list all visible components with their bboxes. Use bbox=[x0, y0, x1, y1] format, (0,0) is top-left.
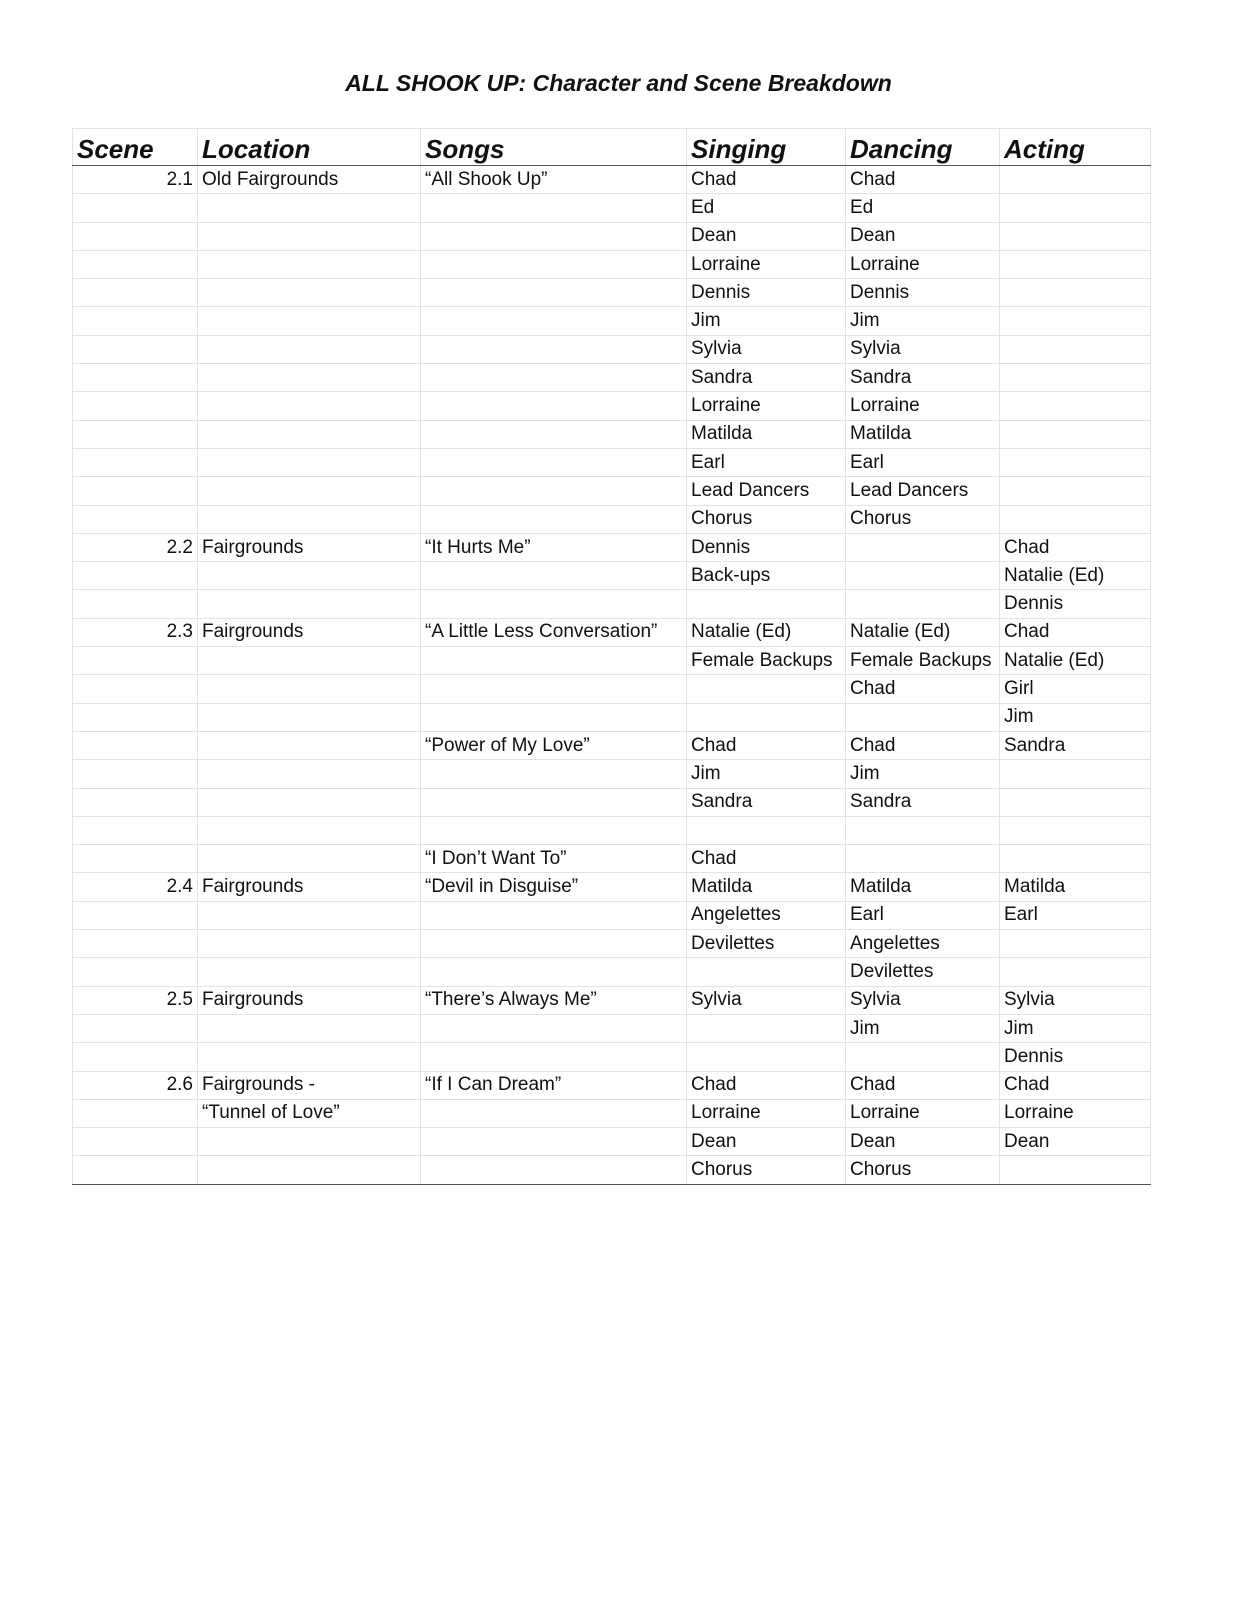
dancing-cell: Female Backups bbox=[846, 647, 1000, 675]
dancing-cell: Jim bbox=[846, 307, 1000, 335]
dancing-cell bbox=[846, 533, 1000, 561]
table-row bbox=[73, 448, 1151, 476]
singing-cell: Sylvia bbox=[687, 986, 846, 1014]
acting-cell bbox=[1000, 930, 1151, 958]
dancing-cell: Lead Dancers bbox=[846, 477, 1000, 505]
location-cell bbox=[198, 675, 421, 703]
scene-cell bbox=[73, 1014, 198, 1042]
location-cell bbox=[198, 1128, 421, 1156]
table-row bbox=[73, 307, 1151, 335]
location-cell bbox=[198, 901, 421, 929]
scene-cell bbox=[73, 901, 198, 929]
song-cell bbox=[421, 448, 687, 476]
location-cell bbox=[198, 364, 421, 392]
singing-cell: Matilda bbox=[687, 420, 846, 448]
song-cell bbox=[421, 1014, 687, 1042]
scene-cell: 2.4 bbox=[73, 873, 198, 901]
song-cell bbox=[421, 364, 687, 392]
song-cell: “I Don’t Want To” bbox=[421, 845, 687, 873]
singing-cell: Sandra bbox=[687, 788, 846, 816]
dancing-cell: Dennis bbox=[846, 279, 1000, 307]
scene-cell bbox=[73, 703, 198, 731]
location-cell bbox=[198, 958, 421, 986]
acting-cell bbox=[1000, 505, 1151, 533]
acting-cell: Dennis bbox=[1000, 590, 1151, 618]
acting-cell bbox=[1000, 816, 1151, 844]
song-cell bbox=[421, 816, 687, 844]
scene-cell: 2.1 bbox=[73, 166, 198, 194]
location-cell bbox=[198, 194, 421, 222]
scene-cell bbox=[73, 477, 198, 505]
acting-cell: Dennis bbox=[1000, 1043, 1151, 1071]
scene-cell: 2.3 bbox=[73, 618, 198, 646]
song-cell bbox=[421, 477, 687, 505]
acting-cell bbox=[1000, 845, 1151, 873]
dancing-cell: Sandra bbox=[846, 364, 1000, 392]
location-cell: “Tunnel of Love” bbox=[198, 1099, 421, 1127]
dancing-cell: Chad bbox=[846, 675, 1000, 703]
acting-cell bbox=[1000, 364, 1151, 392]
scene-cell bbox=[73, 562, 198, 590]
location-cell bbox=[198, 307, 421, 335]
singing-cell: Female Backups bbox=[687, 647, 846, 675]
column-header-scene: Scene bbox=[73, 129, 198, 166]
table-row bbox=[73, 845, 1151, 873]
acting-cell bbox=[1000, 1156, 1151, 1184]
singing-cell bbox=[687, 958, 846, 986]
location-cell: Fairgrounds bbox=[198, 618, 421, 646]
table-row bbox=[73, 731, 1151, 759]
song-cell bbox=[421, 590, 687, 618]
song-cell: “A Little Less Conversation” bbox=[421, 618, 687, 646]
singing-cell: Lorraine bbox=[687, 392, 846, 420]
song-cell bbox=[421, 788, 687, 816]
table-row bbox=[73, 505, 1151, 533]
singing-cell: Matilda bbox=[687, 873, 846, 901]
acting-cell: Chad bbox=[1000, 618, 1151, 646]
song-cell bbox=[421, 1099, 687, 1127]
song-cell: “If I Can Dream” bbox=[421, 1071, 687, 1099]
table-row bbox=[73, 1099, 1151, 1127]
dancing-cell: Chad bbox=[846, 166, 1000, 194]
column-header-songs: Songs bbox=[421, 129, 687, 166]
column-header-dancing: Dancing bbox=[846, 129, 1000, 166]
scene-cell bbox=[73, 788, 198, 816]
song-cell bbox=[421, 647, 687, 675]
table-row bbox=[73, 1071, 1151, 1099]
acting-cell: Jim bbox=[1000, 703, 1151, 731]
location-cell bbox=[198, 731, 421, 759]
location-cell bbox=[198, 477, 421, 505]
acting-cell: Chad bbox=[1000, 533, 1151, 561]
scene-cell: 2.2 bbox=[73, 533, 198, 561]
dancing-cell bbox=[846, 703, 1000, 731]
table-row bbox=[73, 930, 1151, 958]
table-row bbox=[73, 675, 1151, 703]
singing-cell: Sandra bbox=[687, 364, 846, 392]
table-row bbox=[73, 533, 1151, 561]
song-cell: “Power of My Love” bbox=[421, 731, 687, 759]
dancing-cell: Dean bbox=[846, 1128, 1000, 1156]
song-cell bbox=[421, 335, 687, 363]
table-row bbox=[73, 392, 1151, 420]
dancing-cell bbox=[846, 845, 1000, 873]
table-row bbox=[73, 1156, 1151, 1184]
singing-cell: Earl bbox=[687, 448, 846, 476]
location-cell bbox=[198, 250, 421, 278]
dancing-cell bbox=[846, 590, 1000, 618]
song-cell: “It Hurts Me” bbox=[421, 533, 687, 561]
column-header-location: Location bbox=[198, 129, 421, 166]
dancing-cell: Lorraine bbox=[846, 1099, 1000, 1127]
scene-cell bbox=[73, 420, 198, 448]
acting-cell: Chad bbox=[1000, 1071, 1151, 1099]
dancing-cell: Natalie (Ed) bbox=[846, 618, 1000, 646]
scene-cell bbox=[73, 590, 198, 618]
singing-cell: Dean bbox=[687, 1128, 846, 1156]
singing-cell: Dennis bbox=[687, 533, 846, 561]
acting-cell bbox=[1000, 194, 1151, 222]
dancing-cell: Lorraine bbox=[846, 250, 1000, 278]
song-cell bbox=[421, 930, 687, 958]
singing-cell: Chorus bbox=[687, 1156, 846, 1184]
scene-cell bbox=[73, 930, 198, 958]
dancing-cell: Sylvia bbox=[846, 986, 1000, 1014]
singing-cell: Angelettes bbox=[687, 901, 846, 929]
dancing-cell: Earl bbox=[846, 901, 1000, 929]
table-row bbox=[73, 279, 1151, 307]
table-row bbox=[73, 364, 1151, 392]
song-cell bbox=[421, 194, 687, 222]
acting-cell: Dean bbox=[1000, 1128, 1151, 1156]
table-body bbox=[73, 166, 1151, 1185]
location-cell bbox=[198, 1014, 421, 1042]
acting-cell: Jim bbox=[1000, 1014, 1151, 1042]
location-cell bbox=[198, 816, 421, 844]
singing-cell bbox=[687, 590, 846, 618]
singing-cell: Lorraine bbox=[687, 250, 846, 278]
document-title: ALL SHOOK UP: Character and Scene Breakdown bbox=[345, 70, 892, 96]
location-cell bbox=[198, 222, 421, 250]
song-cell bbox=[421, 958, 687, 986]
song-cell: “Devil in Disguise” bbox=[421, 873, 687, 901]
dancing-cell: Jim bbox=[846, 1014, 1000, 1042]
table-row bbox=[73, 194, 1151, 222]
song-cell bbox=[421, 505, 687, 533]
location-cell bbox=[198, 647, 421, 675]
table-row bbox=[73, 703, 1151, 731]
acting-cell bbox=[1000, 788, 1151, 816]
acting-cell bbox=[1000, 222, 1151, 250]
scene-cell bbox=[73, 760, 198, 788]
acting-cell: Earl bbox=[1000, 901, 1151, 929]
dancing-cell: Chorus bbox=[846, 1156, 1000, 1184]
singing-cell: Chad bbox=[687, 845, 846, 873]
acting-cell: Natalie (Ed) bbox=[1000, 647, 1151, 675]
scene-cell bbox=[73, 958, 198, 986]
location-cell bbox=[198, 505, 421, 533]
dancing-cell: Matilda bbox=[846, 873, 1000, 901]
song-cell bbox=[421, 901, 687, 929]
table-row bbox=[73, 1128, 1151, 1156]
singing-cell: Chad bbox=[687, 731, 846, 759]
table-row bbox=[73, 760, 1151, 788]
song-cell bbox=[421, 279, 687, 307]
singing-cell bbox=[687, 675, 846, 703]
song-cell bbox=[421, 1043, 687, 1071]
singing-cell: Back-ups bbox=[687, 562, 846, 590]
singing-cell: Lead Dancers bbox=[687, 477, 846, 505]
location-cell bbox=[198, 760, 421, 788]
dancing-cell: Lorraine bbox=[846, 392, 1000, 420]
location-cell bbox=[198, 562, 421, 590]
dancing-cell: Chad bbox=[846, 1071, 1000, 1099]
singing-cell: Natalie (Ed) bbox=[687, 618, 846, 646]
song-cell bbox=[421, 222, 687, 250]
dancing-cell: Jim bbox=[846, 760, 1000, 788]
table-row bbox=[73, 958, 1151, 986]
acting-cell: Sylvia bbox=[1000, 986, 1151, 1014]
table-row bbox=[73, 477, 1151, 505]
table-row bbox=[73, 873, 1151, 901]
singing-cell: Chad bbox=[687, 1071, 846, 1099]
acting-cell: Girl bbox=[1000, 675, 1151, 703]
header-row bbox=[73, 129, 1151, 166]
singing-cell: Lorraine bbox=[687, 1099, 846, 1127]
scene-cell bbox=[73, 279, 198, 307]
scene-cell bbox=[73, 1099, 198, 1127]
location-cell: Old Fairgrounds bbox=[198, 166, 421, 194]
dancing-cell: Matilda bbox=[846, 420, 1000, 448]
dancing-cell bbox=[846, 816, 1000, 844]
song-cell bbox=[421, 307, 687, 335]
acting-cell: Natalie (Ed) bbox=[1000, 562, 1151, 590]
table-row bbox=[73, 166, 1151, 194]
dancing-cell: Earl bbox=[846, 448, 1000, 476]
dancing-cell bbox=[846, 562, 1000, 590]
location-cell bbox=[198, 930, 421, 958]
singing-cell: Devilettes bbox=[687, 930, 846, 958]
acting-cell bbox=[1000, 307, 1151, 335]
song-cell bbox=[421, 1128, 687, 1156]
singing-cell: Ed bbox=[687, 194, 846, 222]
location-cell bbox=[198, 1043, 421, 1071]
table-row bbox=[73, 647, 1151, 675]
acting-cell: Lorraine bbox=[1000, 1099, 1151, 1127]
singing-cell bbox=[687, 1043, 846, 1071]
dancing-cell: Sandra bbox=[846, 788, 1000, 816]
scene-cell bbox=[73, 675, 198, 703]
dancing-cell: Angelettes bbox=[846, 930, 1000, 958]
acting-cell: Matilda bbox=[1000, 873, 1151, 901]
scene-cell bbox=[73, 845, 198, 873]
scene-cell bbox=[73, 307, 198, 335]
singing-cell: Jim bbox=[687, 307, 846, 335]
acting-cell bbox=[1000, 477, 1151, 505]
scene-cell: 2.6 bbox=[73, 1071, 198, 1099]
song-cell bbox=[421, 250, 687, 278]
table-row bbox=[73, 335, 1151, 363]
song-cell bbox=[421, 1156, 687, 1184]
scene-cell bbox=[73, 335, 198, 363]
location-cell bbox=[198, 703, 421, 731]
location-cell: Fairgrounds bbox=[198, 533, 421, 561]
scene-cell bbox=[73, 1156, 198, 1184]
dancing-cell bbox=[846, 1043, 1000, 1071]
dancing-cell: Chorus bbox=[846, 505, 1000, 533]
location-cell bbox=[198, 335, 421, 363]
singing-cell: Jim bbox=[687, 760, 846, 788]
acting-cell bbox=[1000, 420, 1151, 448]
acting-cell bbox=[1000, 958, 1151, 986]
singing-cell: Dean bbox=[687, 222, 846, 250]
location-cell bbox=[198, 1156, 421, 1184]
song-cell: “All Shook Up” bbox=[421, 166, 687, 194]
location-cell: Fairgrounds bbox=[198, 986, 421, 1014]
column-header-singing: Singing bbox=[687, 129, 846, 166]
scene-cell bbox=[73, 816, 198, 844]
scene-cell bbox=[73, 1128, 198, 1156]
singing-cell bbox=[687, 1014, 846, 1042]
scene-cell bbox=[73, 647, 198, 675]
acting-cell bbox=[1000, 250, 1151, 278]
table-row bbox=[73, 816, 1151, 844]
acting-cell bbox=[1000, 760, 1151, 788]
table-row bbox=[73, 222, 1151, 250]
table-row bbox=[73, 1043, 1151, 1071]
table-row bbox=[73, 788, 1151, 816]
location-cell bbox=[198, 448, 421, 476]
dancing-cell: Chad bbox=[846, 731, 1000, 759]
song-cell bbox=[421, 675, 687, 703]
table-row bbox=[73, 1014, 1151, 1042]
table-row bbox=[73, 250, 1151, 278]
scene-cell bbox=[73, 194, 198, 222]
singing-cell: Chorus bbox=[687, 505, 846, 533]
location-cell: Fairgrounds bbox=[198, 873, 421, 901]
scene-cell bbox=[73, 731, 198, 759]
song-cell bbox=[421, 420, 687, 448]
acting-cell bbox=[1000, 448, 1151, 476]
scene-cell bbox=[73, 222, 198, 250]
location-cell bbox=[198, 590, 421, 618]
table-row bbox=[73, 618, 1151, 646]
location-cell bbox=[198, 420, 421, 448]
scene-cell bbox=[73, 448, 198, 476]
location-cell bbox=[198, 392, 421, 420]
song-cell: “There’s Always Me” bbox=[421, 986, 687, 1014]
breakdown-table bbox=[72, 128, 1151, 1185]
scene-cell bbox=[73, 250, 198, 278]
dancing-cell: Dean bbox=[846, 222, 1000, 250]
scene-cell bbox=[73, 364, 198, 392]
location-cell bbox=[198, 788, 421, 816]
table-row bbox=[73, 420, 1151, 448]
dancing-cell: Sylvia bbox=[846, 335, 1000, 363]
singing-cell: Chad bbox=[687, 166, 846, 194]
song-cell bbox=[421, 703, 687, 731]
song-cell bbox=[421, 562, 687, 590]
table-row bbox=[73, 986, 1151, 1014]
acting-cell bbox=[1000, 279, 1151, 307]
acting-cell: Sandra bbox=[1000, 731, 1151, 759]
column-header-acting: Acting bbox=[1000, 129, 1151, 166]
dancing-cell: Devilettes bbox=[846, 958, 1000, 986]
acting-cell bbox=[1000, 392, 1151, 420]
table-row bbox=[73, 562, 1151, 590]
location-cell bbox=[198, 279, 421, 307]
scene-cell bbox=[73, 505, 198, 533]
location-cell bbox=[198, 845, 421, 873]
singing-cell bbox=[687, 816, 846, 844]
song-cell bbox=[421, 392, 687, 420]
acting-cell bbox=[1000, 335, 1151, 363]
table-row bbox=[73, 901, 1151, 929]
scene-cell bbox=[73, 392, 198, 420]
dancing-cell: Ed bbox=[846, 194, 1000, 222]
song-cell bbox=[421, 760, 687, 788]
scene-cell bbox=[73, 1043, 198, 1071]
singing-cell: Dennis bbox=[687, 279, 846, 307]
singing-cell: Sylvia bbox=[687, 335, 846, 363]
table-row bbox=[73, 590, 1151, 618]
singing-cell bbox=[687, 703, 846, 731]
scene-cell: 2.5 bbox=[73, 986, 198, 1014]
location-cell: Fairgrounds - bbox=[198, 1071, 421, 1099]
acting-cell bbox=[1000, 166, 1151, 194]
